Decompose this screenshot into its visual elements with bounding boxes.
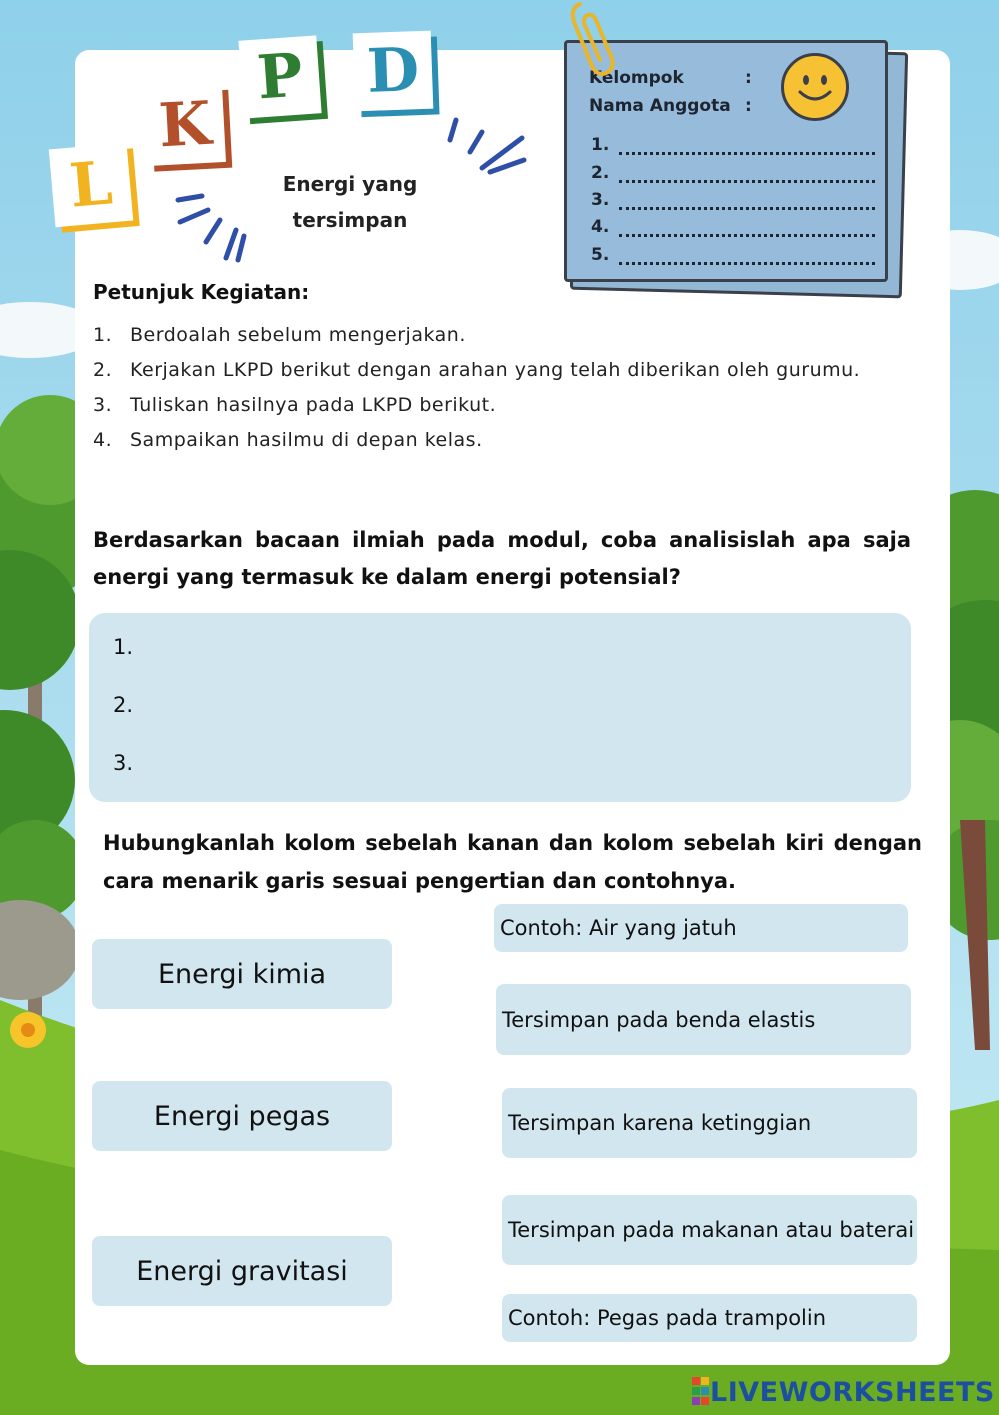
letter-tile-d: D bbox=[353, 31, 434, 112]
letter-tile-k: K bbox=[144, 84, 226, 166]
member-number: 2. bbox=[591, 163, 610, 183]
match-right-benda-elastis[interactable]: Tersimpan pada benda elastis bbox=[496, 984, 911, 1055]
answer-number-1: 1. bbox=[113, 635, 134, 659]
instructions-list bbox=[93, 318, 899, 458]
step-number: 1. bbox=[93, 324, 113, 346]
member-line-3[interactable] bbox=[591, 190, 875, 210]
anggota-colon: : bbox=[745, 96, 752, 116]
match-right-trampolin[interactable]: Contoh: Pegas pada trampolin bbox=[502, 1294, 917, 1342]
paperclip-icon bbox=[562, 0, 622, 80]
kelompok-colon: : bbox=[745, 68, 752, 88]
liveworksheets-mark-icon bbox=[692, 1377, 710, 1407]
step-text: Tuliskan hasilnya pada LKPD berikut. bbox=[130, 394, 497, 416]
instructions-title: Petunjuk Kegiatan: bbox=[93, 280, 310, 304]
match-right-makanan-baterai[interactable]: Tersimpan pada makanan atau baterai bbox=[502, 1195, 917, 1265]
topic-title bbox=[250, 166, 450, 238]
matching-instruction: Hubungkanlah kolom sebelah kanan dan kolom sebelah kiri dengan cara menarik garis sesuai pengertian dan contohnya. bbox=[103, 831, 922, 893]
smiley-icon bbox=[781, 53, 849, 121]
step-text: Berdoalah sebelum mengerjakan. bbox=[130, 324, 466, 346]
answer-box[interactable] bbox=[89, 613, 911, 802]
member-number: 3. bbox=[591, 190, 610, 210]
letter-tile-l: L bbox=[49, 143, 134, 228]
member-line-5[interactable] bbox=[591, 245, 875, 265]
step-text: Sampaikan hasilmu di depan kelas. bbox=[130, 429, 483, 451]
step-number: 4. bbox=[93, 429, 113, 451]
member-number: 5. bbox=[591, 245, 610, 265]
kelompok-label: Kelompok bbox=[589, 68, 684, 88]
match-left-energi-kimia[interactable]: Energi kimia bbox=[92, 939, 392, 1009]
step-number: 2. bbox=[93, 359, 113, 381]
brand-text: LIVEWORKSHEETS bbox=[710, 1376, 995, 1408]
step-number: 3. bbox=[93, 394, 113, 416]
member-number: 1. bbox=[591, 135, 610, 155]
instruction-step bbox=[93, 423, 899, 458]
member-line-2[interactable] bbox=[591, 163, 875, 183]
answer-number-2: 2. bbox=[113, 693, 134, 717]
liveworksheets-logo bbox=[692, 1375, 995, 1409]
match-right-air-jatuh[interactable]: Contoh: Air yang jatuh bbox=[494, 904, 908, 952]
question-text: Berdasarkan bacaan ilmiah pada modul, coba analisislah apa saja energi yang termasuk ke dalam energi potensial? bbox=[93, 528, 911, 589]
instruction-step bbox=[93, 388, 899, 423]
instruction-step bbox=[93, 318, 899, 353]
match-left-energi-gravitasi[interactable]: Energi gravitasi bbox=[92, 1236, 392, 1306]
instruction-step bbox=[93, 353, 899, 388]
step-text: Kerjakan LKPD berikut dengan arahan yang telah diberikan oleh gurumu. bbox=[130, 359, 861, 381]
member-line-1[interactable] bbox=[591, 135, 875, 155]
match-right-ketinggian[interactable]: Tersimpan karena ketinggian bbox=[502, 1088, 917, 1158]
member-line-4[interactable] bbox=[591, 217, 875, 237]
letter-tile-p: P bbox=[238, 35, 321, 118]
answer-number-3: 3. bbox=[113, 751, 134, 775]
topic-line-1: Energi yang bbox=[282, 172, 418, 196]
match-left-energi-pegas[interactable]: Energi pegas bbox=[92, 1081, 392, 1151]
topic-line-2: tersimpan bbox=[292, 208, 408, 232]
member-number: 4. bbox=[591, 217, 610, 237]
anggota-label: Nama Anggota bbox=[589, 96, 731, 116]
